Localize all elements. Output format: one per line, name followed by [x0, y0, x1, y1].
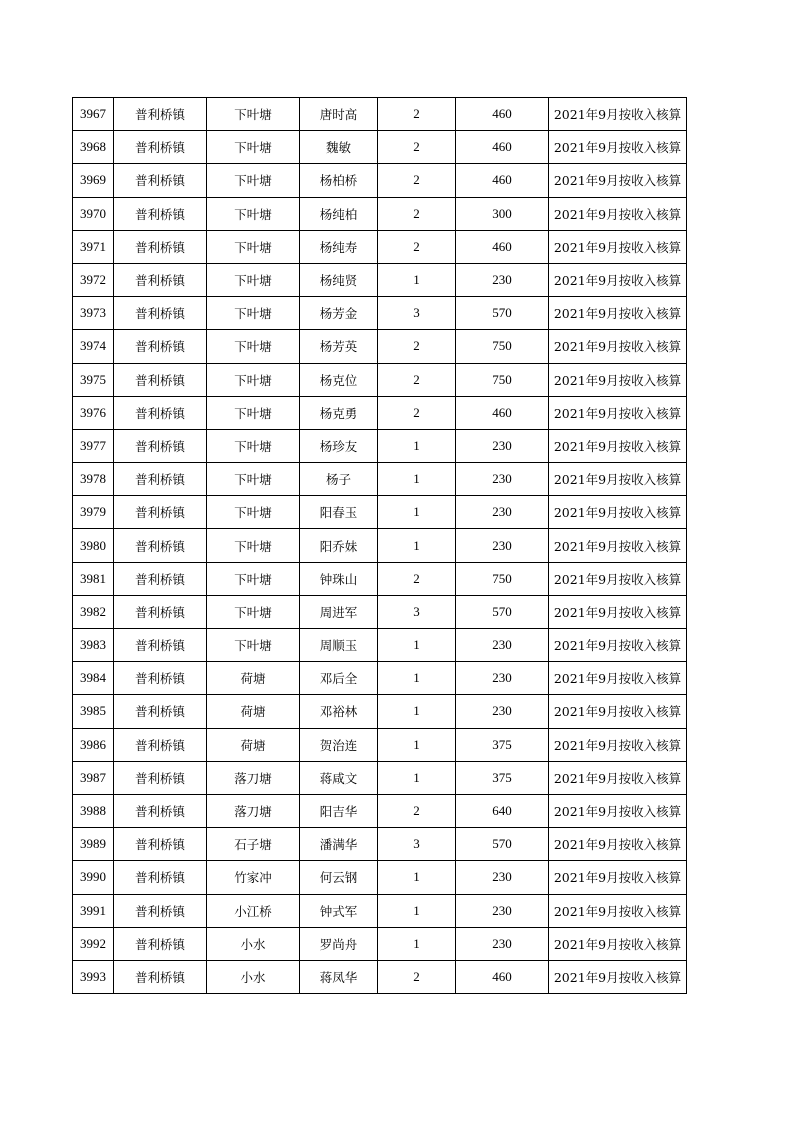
- amount-cell: 230: [456, 496, 549, 529]
- household-size-cell: 3: [378, 595, 456, 628]
- household-size-cell: 1: [378, 861, 456, 894]
- household-size-cell: 1: [378, 629, 456, 662]
- household-size-cell: 2: [378, 396, 456, 429]
- village-cell: 荷塘: [207, 695, 300, 728]
- table-row: [73, 164, 687, 197]
- amount-cell: 230: [456, 629, 549, 662]
- row-number-cell: 3970: [73, 197, 114, 230]
- table-row: [73, 363, 687, 396]
- village-cell: 下叶塘: [207, 429, 300, 462]
- table-row: [73, 794, 687, 827]
- household-size-cell: 2: [378, 197, 456, 230]
- table-row: [73, 429, 687, 462]
- amount-cell: 230: [456, 894, 549, 927]
- town-cell: 普利桥镇: [114, 861, 207, 894]
- name-cell: 贺治连: [300, 728, 378, 761]
- table-row: [73, 595, 687, 628]
- table-row: [73, 927, 687, 960]
- amount-cell: 460: [456, 98, 549, 131]
- note-cell: 2021年9月按收入核算: [549, 496, 687, 529]
- village-cell: 下叶塘: [207, 595, 300, 628]
- note-cell: 2021年9月按收入核算: [549, 861, 687, 894]
- household-size-cell: 1: [378, 463, 456, 496]
- village-cell: 下叶塘: [207, 496, 300, 529]
- household-size-cell: 2: [378, 164, 456, 197]
- village-cell: 下叶塘: [207, 529, 300, 562]
- household-size-cell: 1: [378, 529, 456, 562]
- town-cell: 普利桥镇: [114, 828, 207, 861]
- row-number-cell: 3973: [73, 297, 114, 330]
- amount-cell: 640: [456, 794, 549, 827]
- town-cell: 普利桥镇: [114, 894, 207, 927]
- village-cell: 下叶塘: [207, 197, 300, 230]
- village-cell: 小水: [207, 927, 300, 960]
- town-cell: 普利桥镇: [114, 695, 207, 728]
- row-number-cell: 3967: [73, 98, 114, 131]
- table-row: [73, 894, 687, 927]
- village-cell: 竹家冲: [207, 861, 300, 894]
- household-size-cell: 1: [378, 263, 456, 296]
- household-size-cell: 1: [378, 927, 456, 960]
- town-cell: 普利桥镇: [114, 960, 207, 993]
- note-cell: 2021年9月按收入核算: [549, 429, 687, 462]
- amount-cell: 230: [456, 662, 549, 695]
- household-size-cell: 2: [378, 960, 456, 993]
- name-cell: 阳乔妹: [300, 529, 378, 562]
- household-size-cell: 1: [378, 894, 456, 927]
- village-cell: 下叶塘: [207, 629, 300, 662]
- town-cell: 普利桥镇: [114, 164, 207, 197]
- village-cell: 下叶塘: [207, 263, 300, 296]
- amount-cell: 460: [456, 396, 549, 429]
- amount-cell: 230: [456, 263, 549, 296]
- village-cell: 下叶塘: [207, 463, 300, 496]
- town-cell: 普利桥镇: [114, 761, 207, 794]
- household-size-cell: 1: [378, 496, 456, 529]
- town-cell: 普利桥镇: [114, 396, 207, 429]
- table-row: [73, 330, 687, 363]
- town-cell: 普利桥镇: [114, 463, 207, 496]
- town-cell: 普利桥镇: [114, 629, 207, 662]
- note-cell: 2021年9月按收入核算: [549, 197, 687, 230]
- village-cell: 下叶塘: [207, 396, 300, 429]
- row-number-cell: 3993: [73, 960, 114, 993]
- row-number-cell: 3974: [73, 330, 114, 363]
- name-cell: 杨子: [300, 463, 378, 496]
- amount-cell: 750: [456, 363, 549, 396]
- row-number-cell: 3982: [73, 595, 114, 628]
- row-number-cell: 3981: [73, 562, 114, 595]
- note-cell: 2021年9月按收入核算: [549, 263, 687, 296]
- note-cell: 2021年9月按收入核算: [549, 794, 687, 827]
- household-size-cell: 2: [378, 794, 456, 827]
- note-cell: 2021年9月按收入核算: [549, 131, 687, 164]
- name-cell: 潘满华: [300, 828, 378, 861]
- village-cell: 石子塘: [207, 828, 300, 861]
- row-number-cell: 3978: [73, 463, 114, 496]
- row-number-cell: 3975: [73, 363, 114, 396]
- town-cell: 普利桥镇: [114, 98, 207, 131]
- amount-cell: 230: [456, 927, 549, 960]
- row-number-cell: 3986: [73, 728, 114, 761]
- table-row: [73, 728, 687, 761]
- amount-cell: 570: [456, 595, 549, 628]
- name-cell: 周进军: [300, 595, 378, 628]
- note-cell: 2021年9月按收入核算: [549, 330, 687, 363]
- row-number-cell: 3992: [73, 927, 114, 960]
- town-cell: 普利桥镇: [114, 662, 207, 695]
- note-cell: 2021年9月按收入核算: [549, 164, 687, 197]
- name-cell: 蒋凤华: [300, 960, 378, 993]
- village-cell: 荷塘: [207, 728, 300, 761]
- village-cell: 下叶塘: [207, 131, 300, 164]
- village-cell: 下叶塘: [207, 164, 300, 197]
- village-cell: 小江桥: [207, 894, 300, 927]
- row-number-cell: 3983: [73, 629, 114, 662]
- village-cell: 落刀塘: [207, 794, 300, 827]
- note-cell: 2021年9月按收入核算: [549, 728, 687, 761]
- town-cell: 普利桥镇: [114, 728, 207, 761]
- amount-cell: 460: [456, 131, 549, 164]
- village-cell: 下叶塘: [207, 297, 300, 330]
- note-cell: 2021年9月按收入核算: [549, 297, 687, 330]
- amount-cell: 460: [456, 230, 549, 263]
- town-cell: 普利桥镇: [114, 529, 207, 562]
- row-number-cell: 3991: [73, 894, 114, 927]
- row-number-cell: 3976: [73, 396, 114, 429]
- household-size-cell: 2: [378, 363, 456, 396]
- name-cell: 何云钢: [300, 861, 378, 894]
- amount-cell: 230: [456, 695, 549, 728]
- name-cell: 邓裕林: [300, 695, 378, 728]
- table-row: [73, 230, 687, 263]
- table-row: [73, 562, 687, 595]
- household-size-cell: 3: [378, 828, 456, 861]
- name-cell: 杨纯贤: [300, 263, 378, 296]
- row-number-cell: 3968: [73, 131, 114, 164]
- table-row: [73, 263, 687, 296]
- household-size-cell: 1: [378, 728, 456, 761]
- amount-cell: 570: [456, 828, 549, 861]
- note-cell: 2021年9月按收入核算: [549, 695, 687, 728]
- name-cell: 阳吉华: [300, 794, 378, 827]
- town-cell: 普利桥镇: [114, 263, 207, 296]
- name-cell: 邓后全: [300, 662, 378, 695]
- town-cell: 普利桥镇: [114, 330, 207, 363]
- town-cell: 普利桥镇: [114, 429, 207, 462]
- row-number-cell: 3984: [73, 662, 114, 695]
- town-cell: 普利桥镇: [114, 363, 207, 396]
- amount-cell: 230: [456, 429, 549, 462]
- name-cell: 杨纯柏: [300, 197, 378, 230]
- village-cell: 下叶塘: [207, 98, 300, 131]
- amount-cell: 570: [456, 297, 549, 330]
- household-size-cell: 1: [378, 761, 456, 794]
- row-number-cell: 3980: [73, 529, 114, 562]
- note-cell: 2021年9月按收入核算: [549, 396, 687, 429]
- household-size-cell: 2: [378, 131, 456, 164]
- table-row: [73, 662, 687, 695]
- note-cell: 2021年9月按收入核算: [549, 828, 687, 861]
- note-cell: 2021年9月按收入核算: [549, 761, 687, 794]
- name-cell: 杨纯寿: [300, 230, 378, 263]
- amount-cell: 460: [456, 960, 549, 993]
- row-number-cell: 3972: [73, 263, 114, 296]
- amount-cell: 750: [456, 562, 549, 595]
- note-cell: 2021年9月按收入核算: [549, 98, 687, 131]
- amount-cell: 230: [456, 529, 549, 562]
- name-cell: 杨珍友: [300, 429, 378, 462]
- row-number-cell: 3987: [73, 761, 114, 794]
- household-size-cell: 2: [378, 330, 456, 363]
- town-cell: 普利桥镇: [114, 595, 207, 628]
- town-cell: 普利桥镇: [114, 496, 207, 529]
- household-size-cell: 1: [378, 429, 456, 462]
- village-cell: 下叶塘: [207, 230, 300, 263]
- note-cell: 2021年9月按收入核算: [549, 463, 687, 496]
- table-row: [73, 695, 687, 728]
- household-size-cell: 1: [378, 695, 456, 728]
- table-row: [73, 529, 687, 562]
- name-cell: 杨克位: [300, 363, 378, 396]
- note-cell: 2021年9月按收入核算: [549, 529, 687, 562]
- note-cell: 2021年9月按收入核算: [549, 927, 687, 960]
- table-row: [73, 828, 687, 861]
- household-size-cell: 2: [378, 98, 456, 131]
- town-cell: 普利桥镇: [114, 794, 207, 827]
- household-size-cell: 1: [378, 662, 456, 695]
- table-row: [73, 297, 687, 330]
- row-number-cell: 3971: [73, 230, 114, 263]
- row-number-cell: 3969: [73, 164, 114, 197]
- amount-cell: 230: [456, 861, 549, 894]
- table-row: [73, 960, 687, 993]
- household-size-cell: 2: [378, 562, 456, 595]
- amount-cell: 375: [456, 761, 549, 794]
- note-cell: 2021年9月按收入核算: [549, 894, 687, 927]
- note-cell: 2021年9月按收入核算: [549, 629, 687, 662]
- note-cell: 2021年9月按收入核算: [549, 230, 687, 263]
- table-row: [73, 463, 687, 496]
- name-cell: 罗尚舟: [300, 927, 378, 960]
- village-cell: 下叶塘: [207, 330, 300, 363]
- table-row: [73, 98, 687, 131]
- row-number-cell: 3977: [73, 429, 114, 462]
- name-cell: 周顺玉: [300, 629, 378, 662]
- row-number-cell: 3990: [73, 861, 114, 894]
- name-cell: 杨柏桥: [300, 164, 378, 197]
- village-cell: 落刀塘: [207, 761, 300, 794]
- amount-cell: 375: [456, 728, 549, 761]
- table-row: [73, 396, 687, 429]
- table-row: [73, 131, 687, 164]
- village-cell: 下叶塘: [207, 562, 300, 595]
- name-cell: 魏敏: [300, 131, 378, 164]
- town-cell: 普利桥镇: [114, 197, 207, 230]
- table-row: [73, 761, 687, 794]
- note-cell: 2021年9月按收入核算: [549, 363, 687, 396]
- table-row: [73, 496, 687, 529]
- town-cell: 普利桥镇: [114, 562, 207, 595]
- note-cell: 2021年9月按收入核算: [549, 595, 687, 628]
- village-cell: 下叶塘: [207, 363, 300, 396]
- name-cell: 杨芳英: [300, 330, 378, 363]
- name-cell: 杨克勇: [300, 396, 378, 429]
- name-cell: 杨芳金: [300, 297, 378, 330]
- town-cell: 普利桥镇: [114, 230, 207, 263]
- data-table: [72, 97, 687, 994]
- table-row: [73, 861, 687, 894]
- amount-cell: 300: [456, 197, 549, 230]
- name-cell: 钟珠山: [300, 562, 378, 595]
- village-cell: 荷塘: [207, 662, 300, 695]
- amount-cell: 460: [456, 164, 549, 197]
- row-number-cell: 3988: [73, 794, 114, 827]
- table-row: [73, 197, 687, 230]
- row-number-cell: 3985: [73, 695, 114, 728]
- table-body: [73, 98, 687, 994]
- town-cell: 普利桥镇: [114, 927, 207, 960]
- row-number-cell: 3989: [73, 828, 114, 861]
- note-cell: 2021年9月按收入核算: [549, 960, 687, 993]
- town-cell: 普利桥镇: [114, 131, 207, 164]
- name-cell: 蒋咸文: [300, 761, 378, 794]
- table-row: [73, 629, 687, 662]
- household-size-cell: 3: [378, 297, 456, 330]
- town-cell: 普利桥镇: [114, 297, 207, 330]
- name-cell: 钟式军: [300, 894, 378, 927]
- name-cell: 阳春玉: [300, 496, 378, 529]
- amount-cell: 230: [456, 463, 549, 496]
- household-size-cell: 2: [378, 230, 456, 263]
- note-cell: 2021年9月按收入核算: [549, 562, 687, 595]
- amount-cell: 750: [456, 330, 549, 363]
- village-cell: 小水: [207, 960, 300, 993]
- note-cell: 2021年9月按收入核算: [549, 662, 687, 695]
- row-number-cell: 3979: [73, 496, 114, 529]
- name-cell: 唐时高: [300, 98, 378, 131]
